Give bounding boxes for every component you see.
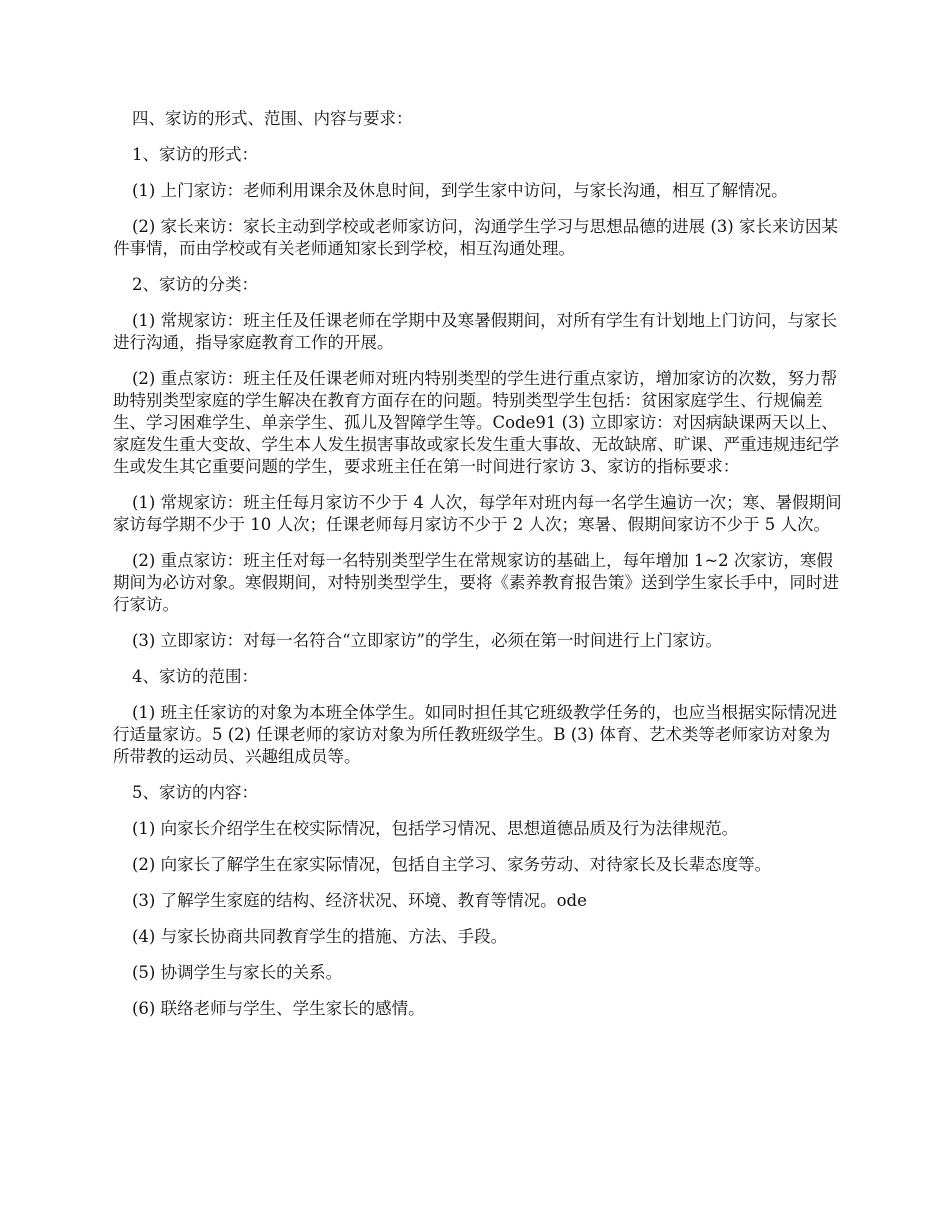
subsection-heading-1: 1、家访的形式： xyxy=(132,145,258,164)
paragraph-parent-visit: (2) 家长来访：家长主动到学校或老师家访问，沟通学生学习与思想品德的进展 (3) 家长来访因某件事情，而由学校或有关老师通知家长到学校，相互沟通处理。 xyxy=(113,217,838,258)
section-heading-4: 四、家访的形式、范围、内容与要求： xyxy=(132,109,413,128)
paragraph-content-4: (4) 与家长协商共同教育学生的措施、方法、手段。 xyxy=(132,927,508,946)
paragraph-home-visit: (1) 上门家访：老师利用课余及休息时间，到学生家中访问，与家长沟通，相互了解情况。 xyxy=(132,181,788,200)
subsection-heading-4: 4、家访的范围： xyxy=(132,667,258,686)
paragraph-regular-visit-quota: (1) 常规家访：班主任每月家访不少于 4 人次，每学年对班内每一名学生遍访一次；寒、暑假期间家访每学期不少于 10 人次；任课老师每月家访不少于 2 人次；寒暑、假期间家访不少于 5 人次。 xyxy=(113,493,842,534)
paragraph-content-6: (6) 联络老师与学生、学生家长的感情。 xyxy=(132,999,425,1018)
subsection-heading-5: 5、家访的内容： xyxy=(132,783,258,802)
document-body xyxy=(113,108,843,1034)
subsection-heading-2: 2、家访的分类： xyxy=(132,275,258,294)
paragraph-content-2: (2) 向家长了解学生在家实际情况，包括自主学习、家务劳动、对待家长及长辈态度等。 xyxy=(132,855,772,874)
paragraph-regular-visit: (1) 常规家访：班主任及任课老师在学期中及寒暑假期间，对所有学生有计划地上门访问，与家长进行沟通，指导家庭教育工作的开展。 xyxy=(113,311,838,352)
paragraph-content-1: (1) 向家长介绍学生在校实际情况，包括学习情况、思想道德品质及行为法律规范。 xyxy=(132,819,739,838)
paragraph-key-visit: (2) 重点家访：班主任及任课老师对班内特别类型的学生进行重点家访，增加家访的次数，努力帮助特别类型家庭的学生解决在教育方面存在的问题。特别类型学生包括：贫困家庭学生、行规偏差生、学习困难学生、单亲学生、孤儿及智障学生等。Code91 (3) 立即家访：对因病缺课两天以上、家庭发生重大变故、学生本人发生损害事故或家长发生重大事故、无故缺席、旷课、严重违规违纪学生或发生其它重要问题的学生，要求班主任在第一时间进行家访 3、家访的指标要求： xyxy=(113,369,839,476)
paragraph-content-5: (5) 协调学生与家长的关系。 xyxy=(132,963,343,982)
paragraph-visit-scope: (1) 班主任家访的对象为本班全体学生。如同时担任其它班级教学任务的，也应当根据实际情况进行适量家访。5 (2) 任课老师的家访对象为所任教班级学生。B (3) 体育、艺术类等老师家访对象为所带教的运动员、兴趣组成员等。 xyxy=(113,703,838,766)
paragraph-key-visit-quota: (2) 重点家访：班主任对每一名特别类型学生在常规家访的基础上，每年增加 1~2 次家访，寒假期间为必访对象。寒假期间，对特别类型学生，要将《素养教育报告策》送到学生家长手中，同时进行家访。 xyxy=(113,551,839,614)
paragraph-immediate-visit: (3) 立即家访：对每一名符合“立即家访”的学生，必须在第一时间进行上门家访。 xyxy=(132,631,722,650)
paragraph-content-3: (3) 了解学生家庭的结构、经济状况、环境、教育等情况。ode xyxy=(132,891,587,910)
